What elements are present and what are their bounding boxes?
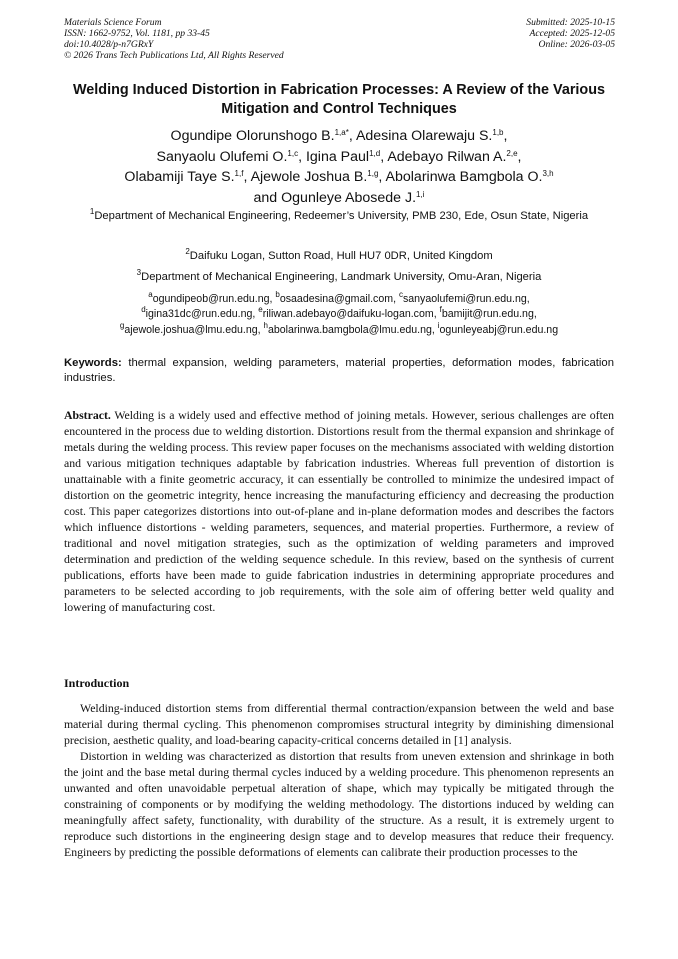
journal-header-right (526, 17, 615, 50)
author: Sanyaolu Olufemi O.$^{1,c}$, (156, 148, 306, 165)
author: Ajewole Joshua B.$^{1,g}$, (250, 169, 386, 185)
copyright-line: © 2026 Trans Tech Publications Ltd, All Rights Reserved (64, 50, 284, 61)
paper-title: Welding Induced Distortion in Fabrication Processes: A Review of the Various Mitigation and Control Techniques (72, 82, 606, 117)
journal-header-left (64, 17, 284, 61)
paragraph: Distortion in welding was characterized as distortion that results from uneven extension and shrinkage in both the joint and the base metal during thermal cycles induced by a welding procedure. This phenomenon represents an unwanted and often unavoidable perpetual alteration of shape, which may typically be mitigated through the constraining of components or by modifying the welding methodology. The distortions induced by welding can meaningfully affect safety, functionality, with durability of the structure. As a result, it is extremely urgent to reproduce such distortions in the engineering design stage and to develop measures that reduce their frequency. Engineers by predicting the possible deformations of elements can calibrate their production processes to the (64, 749, 614, 859)
keywords-label: Keywords: (64, 357, 122, 369)
accepted-date: Accepted: 2025-12-05 (529, 28, 615, 39)
abstract-text: Welding is a widely used and effective method of joining metals. However, serious challenges are often encountered in the process due to welding distortion. Distortions result from the thermal expansion and shrinkage of metals during the welding process. This review paper focuses on the mechanisms associated with welding distortion and various mitigation techniques adaptable by fabrication industries. Whereas full prevention of distortion is unattainable with a finite geometric accuracy, it can essentially be controlled to minimize the undesired impact of distortion on the geometric integrity, hence increasing the manufacturing efficiency and decreasing the production cost. This paper categorizes distortions into out-of-plane and in-plane deformation modes and describes the factors which influence distortions - welding parameters, sequences, and material properties. Furthermore, a review of traditional and novel mitigation strategies, such as the optimization of welding parameters and improved determination and prediction of the welding sequence schedule. In this review, based on the synthesis of current publications, efforts have been made to guide fabrication industries in determining appropriate procedures and parameters to be selected according to job requirements, with the sole aim of offering better weld quality and lowering of manufacturing cost. (64, 408, 614, 614)
keywords-block (64, 356, 614, 386)
journal-name: Materials Science Forum (64, 17, 162, 28)
affiliation-1: $^1$Department of Mechanical Engineering, Redeemer’s University, PMB 230, Ede, Osun State, Nigeria (89, 207, 589, 222)
issn-line: ISSN: 1662-9752, Vol. 1181, pp 33-45 (64, 28, 210, 39)
abstract-block (64, 407, 614, 615)
introduction-body (64, 700, 614, 860)
author: Adebayo Rilwan A.$^{2,e}$, (387, 148, 522, 165)
email[interactable]: $^f$bamijit@run.edu.ng, (439, 305, 537, 321)
email[interactable]: $^e$riliwan.adebayo@daifuku-logan.com, (258, 305, 440, 321)
email-list (64, 292, 614, 338)
author: Adesina Olarewaju S.$^{1,b}$, (355, 128, 508, 144)
affiliation-3: $^3$Department of Mechanical Engineering, Landmark University, Omu-Aran, Nigeria (136, 268, 542, 283)
doi-line[interactable]: doi:10.4028/p-n7GRxY (64, 39, 154, 50)
abstract-label: Abstract. (64, 408, 111, 422)
affiliation-2: $^2$Daifuku Logan, Sutton Road, Hull HU7 0DR, United Kingdom (185, 247, 493, 262)
author: Igina Paul$^{1,d}$, (305, 148, 388, 165)
email[interactable]: $^c$sanyaolufemi@run.edu.ng, (398, 290, 530, 305)
keywords-text: thermal expansion, welding parameters, material properties, deformation modes, fabrication industries. (64, 357, 614, 384)
email[interactable]: $^a$ogundipeob@run.edu.ng, (148, 290, 276, 305)
email[interactable]: $^d$igina31dc@run.edu.ng, (141, 305, 259, 321)
online-date: Online: 2026-03-05 (538, 39, 615, 50)
email[interactable]: $^g$ajewole.joshua@lmu.edu.ng, (119, 320, 264, 336)
email[interactable]: $^h$abolarinwa.bamgbola@lmu.edu.ng, (263, 320, 438, 336)
author: and Ogunleye Abosede J.$^{1,i}$ (253, 189, 425, 206)
author: Abolarinwa Bamgbola O.$^{3,h}$ (385, 169, 554, 185)
author-list (40, 126, 638, 208)
submitted-date: Submitted: 2025-10-15 (526, 17, 615, 28)
author: Ogundipe Olorunshogo B.$^{1,a*}$, (170, 128, 356, 144)
email[interactable]: $^i$ogunleyeabj@run.edu.ng (437, 320, 559, 336)
section-heading-introduction: Introduction (64, 676, 130, 690)
author: Olabamiji Taye S.$^{1,f}$, (124, 169, 251, 185)
paragraph: Welding-induced distortion stems from differential thermal contraction/expansion between the weld and base material during thermal cycling. This phenomenon compromises structural integrity by diminishing dimensional precision, aesthetic quality, and load-bearing capacity-critical concerns detailed in [1] analysis. (64, 701, 614, 747)
email[interactable]: $^b$osaadesina@gmail.com, (275, 290, 399, 305)
